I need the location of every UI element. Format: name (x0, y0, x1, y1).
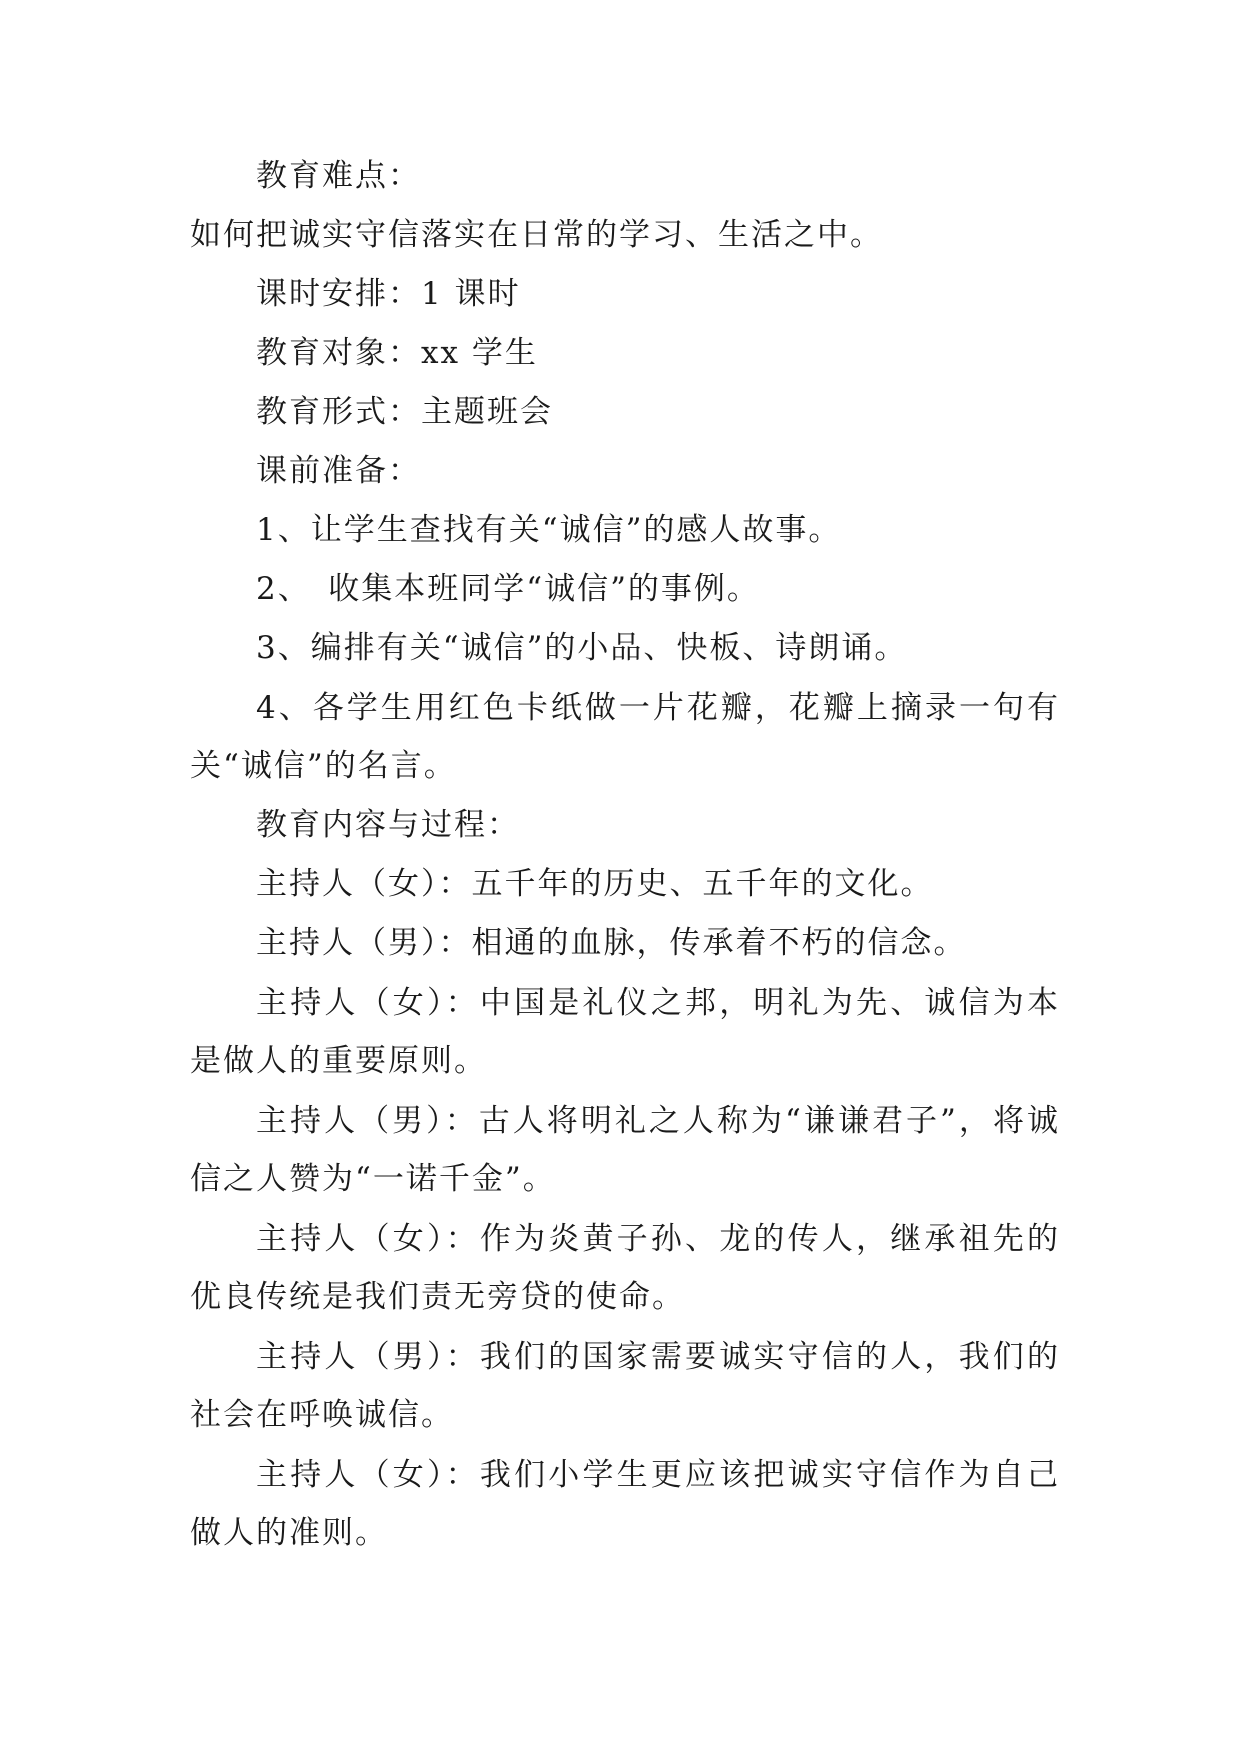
dialogue-line: 主持人（女）：作为炎黄子孙、龙的传人，继承祖先的优良传统是我们责无旁贷的使命。 (190, 1221, 1060, 1315)
list-item-preparation-4: 4、各学生用红色卡纸做一片花瓣，花瓣上摘录一句有关“诚信”的名言。 (190, 690, 1060, 784)
list-item-preparation-2: 2、 收集本班同学“诚信”的事例。 (256, 571, 760, 607)
paragraph-schedule: 课时安排：1 课时 (256, 276, 521, 312)
list-item-preparation-1: 1、让学生查找有关“诚信”的感人故事。 (256, 512, 842, 548)
list-item-preparation-3: 3、编排有关“诚信”的小品、快板、诗朗诵。 (256, 630, 908, 666)
paragraph-format: 教育形式：主题班会 (256, 394, 553, 430)
dialogue-line: 主持人（男）：相通的血脉，传承着不朽的信念。 (256, 925, 967, 961)
dialogue-line: 主持人（女）：五千年的历史、五千年的文化。 (256, 866, 934, 902)
paragraph-difficulty-text: 如何把诚实守信落实在日常的学习、生活之中。 (190, 217, 883, 253)
section-heading-preparation: 课前准备： (256, 453, 421, 489)
paragraph-audience: 教育对象：xx 学生 (256, 335, 538, 371)
dialogue-line: 主持人（男）：古人将明礼之人称为“谦谦君子”，将诚信之人赞为“一诺千金”。 (190, 1103, 1060, 1197)
section-heading-process: 教育内容与过程： (256, 807, 520, 843)
dialogue-line: 主持人（男）：我们的国家需要诚实守信的人，我们的社会在呼唤诚信。 (190, 1339, 1060, 1433)
section-heading-difficulty: 教育难点： (256, 158, 421, 194)
dialogue-line: 主持人（女）：中国是礼仪之邦，明礼为先、诚信为本是做人的重要原则。 (190, 985, 1060, 1079)
document-body (190, 157, 1060, 1573)
dialogue-line: 主持人（女）：我们小学生更应该把诚实守信作为自己做人的准则。 (190, 1457, 1060, 1551)
